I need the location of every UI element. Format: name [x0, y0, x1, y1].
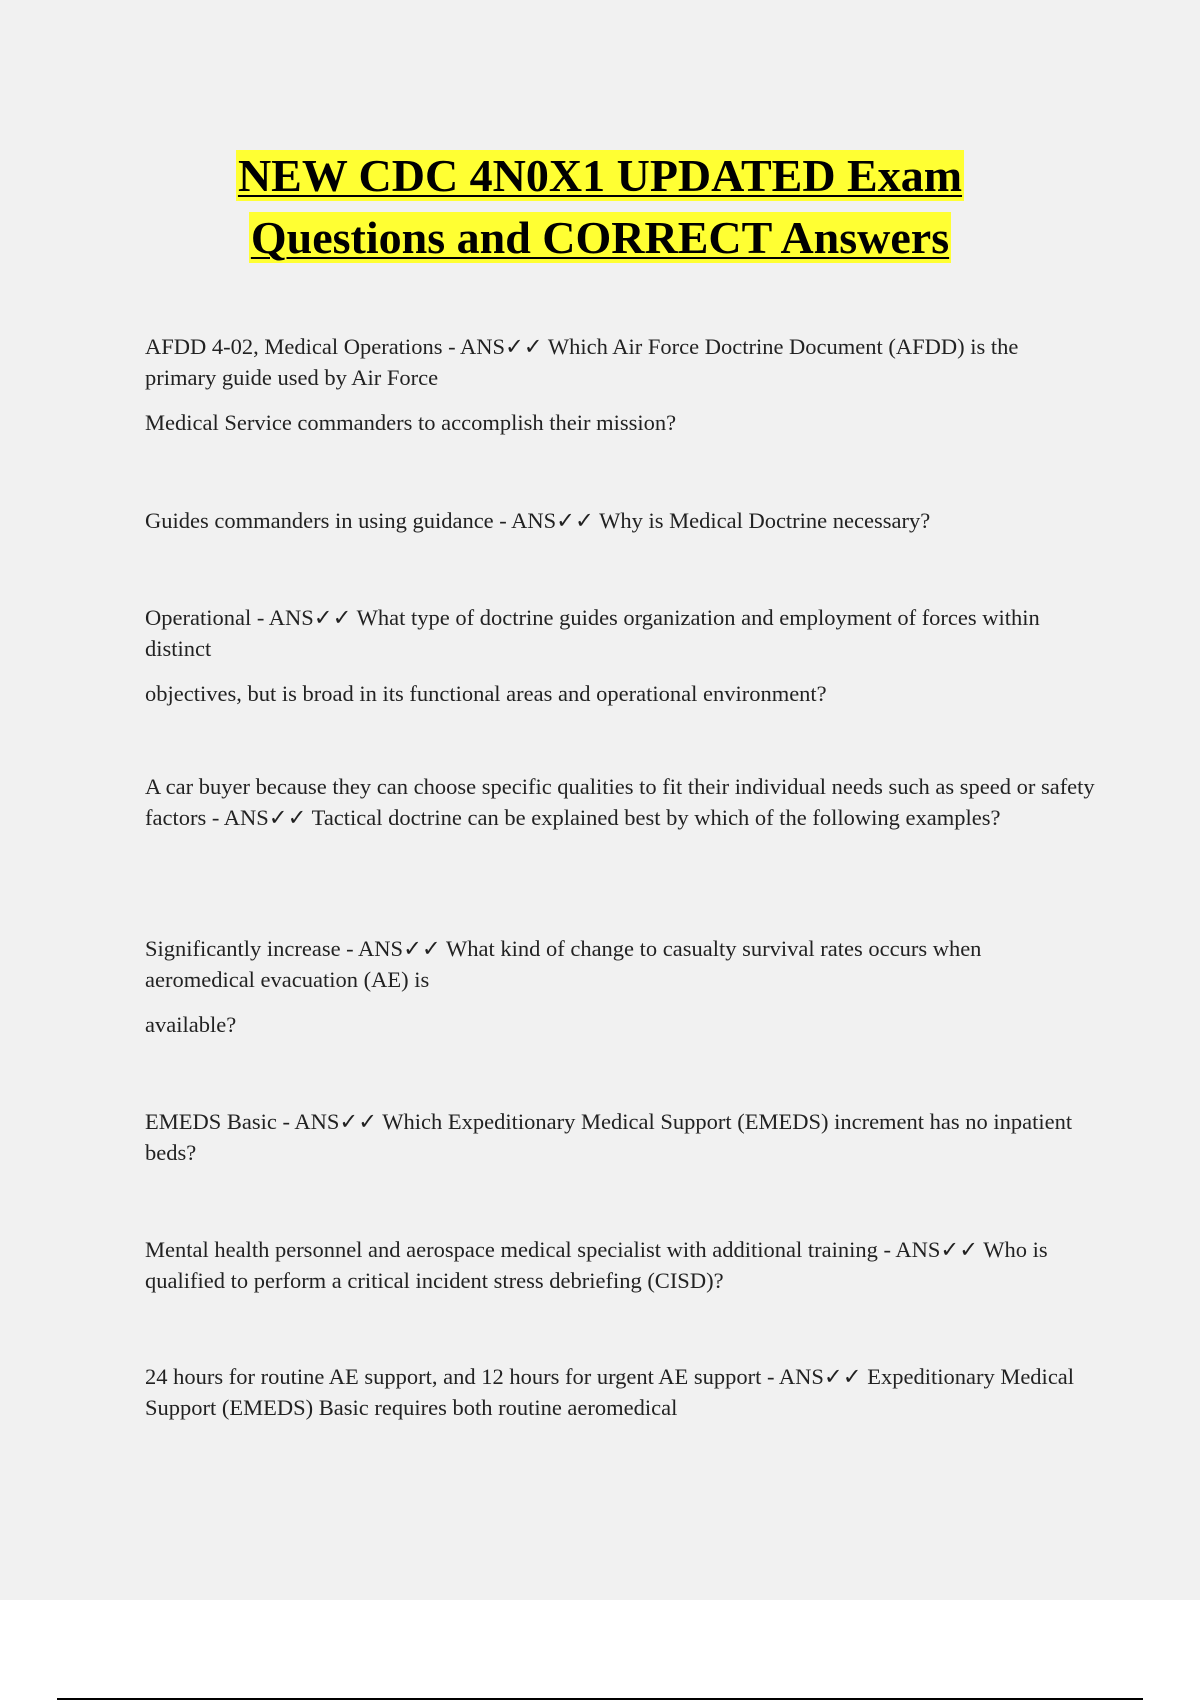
qa-text: available?: [145, 1012, 237, 1037]
qa-text: A car buyer because they can choose specific qualities to fit their individual needs such as speed or safety factors - ANS✓✓ Tactical doctrine can be explained best by which of the following examples?: [145, 774, 1095, 830]
qa-text: Mental health personnel and aerospace medical specialist with additional training - ANS✓✓ Who is qualified to perform a critical incident stress debriefing (CISD)?: [145, 1237, 1048, 1293]
title-line-1: NEW CDC 4N0X1 UPDATED Exam: [237, 150, 963, 201]
qa-item: [145, 505, 1095, 536]
qa-text: objectives, but is broad in its functional areas and operational environment?: [145, 681, 827, 706]
qa-text: AFDD 4-02, Medical Operations - ANS✓✓ Which Air Force Doctrine Document (AFDD) is the primary guide used by Air Force: [145, 334, 1019, 390]
qa-item: [145, 771, 1095, 833]
qa-item: [145, 331, 1095, 438]
document-title: [0, 145, 1200, 269]
qa-text: Medical Service commanders to accomplish their mission?: [145, 410, 677, 435]
qa-text: 24 hours for routine AE support, and 12 hours for urgent AE support - ANS✓✓ Expeditionary Medical Support (EMEDS) Basic requires both routine aeromedical: [145, 1364, 1075, 1420]
qa-item: [145, 602, 1095, 709]
qa-item: [145, 1234, 1095, 1296]
qa-text: Guides commanders in using guidance - ANS✓✓ Why is Medical Doctrine necessary?: [145, 508, 931, 533]
qa-item: [145, 1361, 1095, 1423]
qa-text: Significantly increase - ANS✓✓ What kind of change to casualty survival rates occurs when aeromedical evacuation (AE) is: [145, 936, 982, 992]
qa-text: EMEDS Basic - ANS✓✓ Which Expeditionary Medical Support (EMEDS) increment has no inpatient beds?: [145, 1109, 1073, 1165]
title-line-2: Questions and CORRECT Answers: [250, 212, 950, 263]
qa-item: [145, 1106, 1095, 1168]
qa-item: [145, 933, 1095, 1040]
qa-text: Operational - ANS✓✓ What type of doctrine guides organization and employment of forces within distinct: [145, 605, 1040, 661]
